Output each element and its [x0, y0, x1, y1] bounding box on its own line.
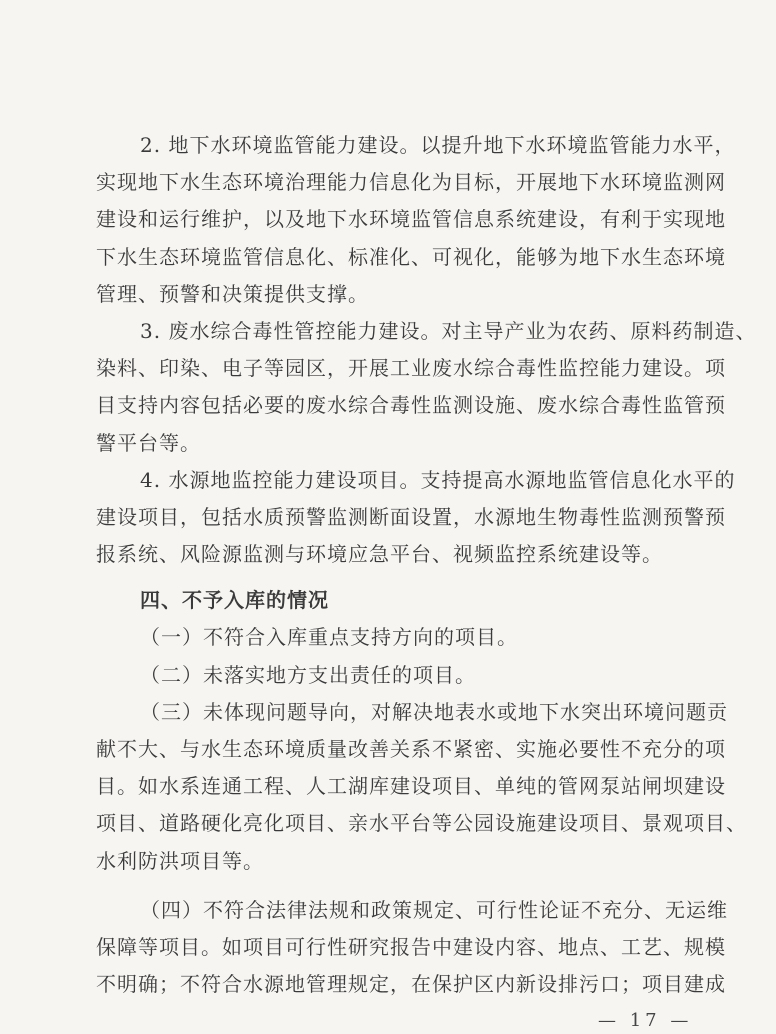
- paragraph-wastewater-line: 3. 废水综合毒性管控能力建设。对主导产业为农药、原料药制造、: [140, 318, 757, 343]
- item-three-line: （三）未体现问题导向，对解决地表水或地下水突出环境问题贡: [140, 699, 728, 724]
- item-four-line: 不明确；不符合水源地管理规定，在保护区内新设排污口；项目建成: [96, 972, 726, 997]
- item-three-line: 水利防洪项目等。: [96, 848, 264, 873]
- item-three-line: 项目、道路硬化亮化项目、亲水平台等公园设施建设项目、景观项目、: [96, 811, 747, 836]
- item-three-line: 目。如水系连通工程、人工湖库建设项目、单纯的管网泵站闸坝建设: [96, 774, 726, 799]
- paragraph-groundwater-line: 建设和运行维护，以及地下水环境监管信息系统建设，有利于实现地: [96, 207, 726, 232]
- section-heading: 四、不予入库的情况: [140, 588, 329, 613]
- item-four-line: 保障等项目。如项目可行性研究报告中建设内容、地点、工艺、规模: [96, 934, 726, 959]
- paragraph-groundwater-line: 实现地下水生态环境治理能力信息化为目标，开展地下水环境监测网: [96, 170, 726, 195]
- paragraph-wastewater-line: 染料、印染、电子等园区，开展工业废水综合毒性监控能力建设。项: [96, 356, 726, 381]
- item-two-line: （二）未落实地方支出责任的项目。: [140, 662, 476, 687]
- page-number: — 17 —: [598, 1010, 693, 1031]
- paragraph-groundwater-line: 管理、预警和决策提供支撑。: [96, 281, 369, 306]
- item-one-line: （一）不符合入库重点支持方向的项目。: [140, 625, 518, 650]
- paragraph-groundwater-line: 2. 地下水环境监管能力建设。以提升地下水环境监管能力水平，: [140, 133, 736, 157]
- item-four-line: （四）不符合法律法规和政策规定、可行性论证不充分、无运维: [140, 897, 728, 922]
- paragraph-water-source-line: 建设项目，包括水质预警监测断面设置，水源地生物毒性监测预警预: [96, 504, 726, 529]
- paragraph-wastewater-line: 警平台等。: [96, 430, 201, 455]
- paragraph-wastewater-line: 目支持内容包括必要的废水综合毒性监测设施、废水综合毒性监管预: [96, 393, 726, 418]
- paragraph-groundwater-line: 下水生态环境监管信息化、标准化、可视化，能够为地下水生态环境: [96, 244, 726, 269]
- item-three-line: 献不大、与水生态环境质量改善关系不紧密、实施必要性不充分的项: [96, 737, 726, 761]
- document-body: [96, 127, 757, 1003]
- paragraph-water-source-line: 4. 水源地监控能力建设项目。支持提高水源地监管信息化水平的: [140, 467, 736, 492]
- paragraph-water-source-line: 报系统、风险源监测与环境应急平台、视频监控系统建设等。: [96, 542, 663, 567]
